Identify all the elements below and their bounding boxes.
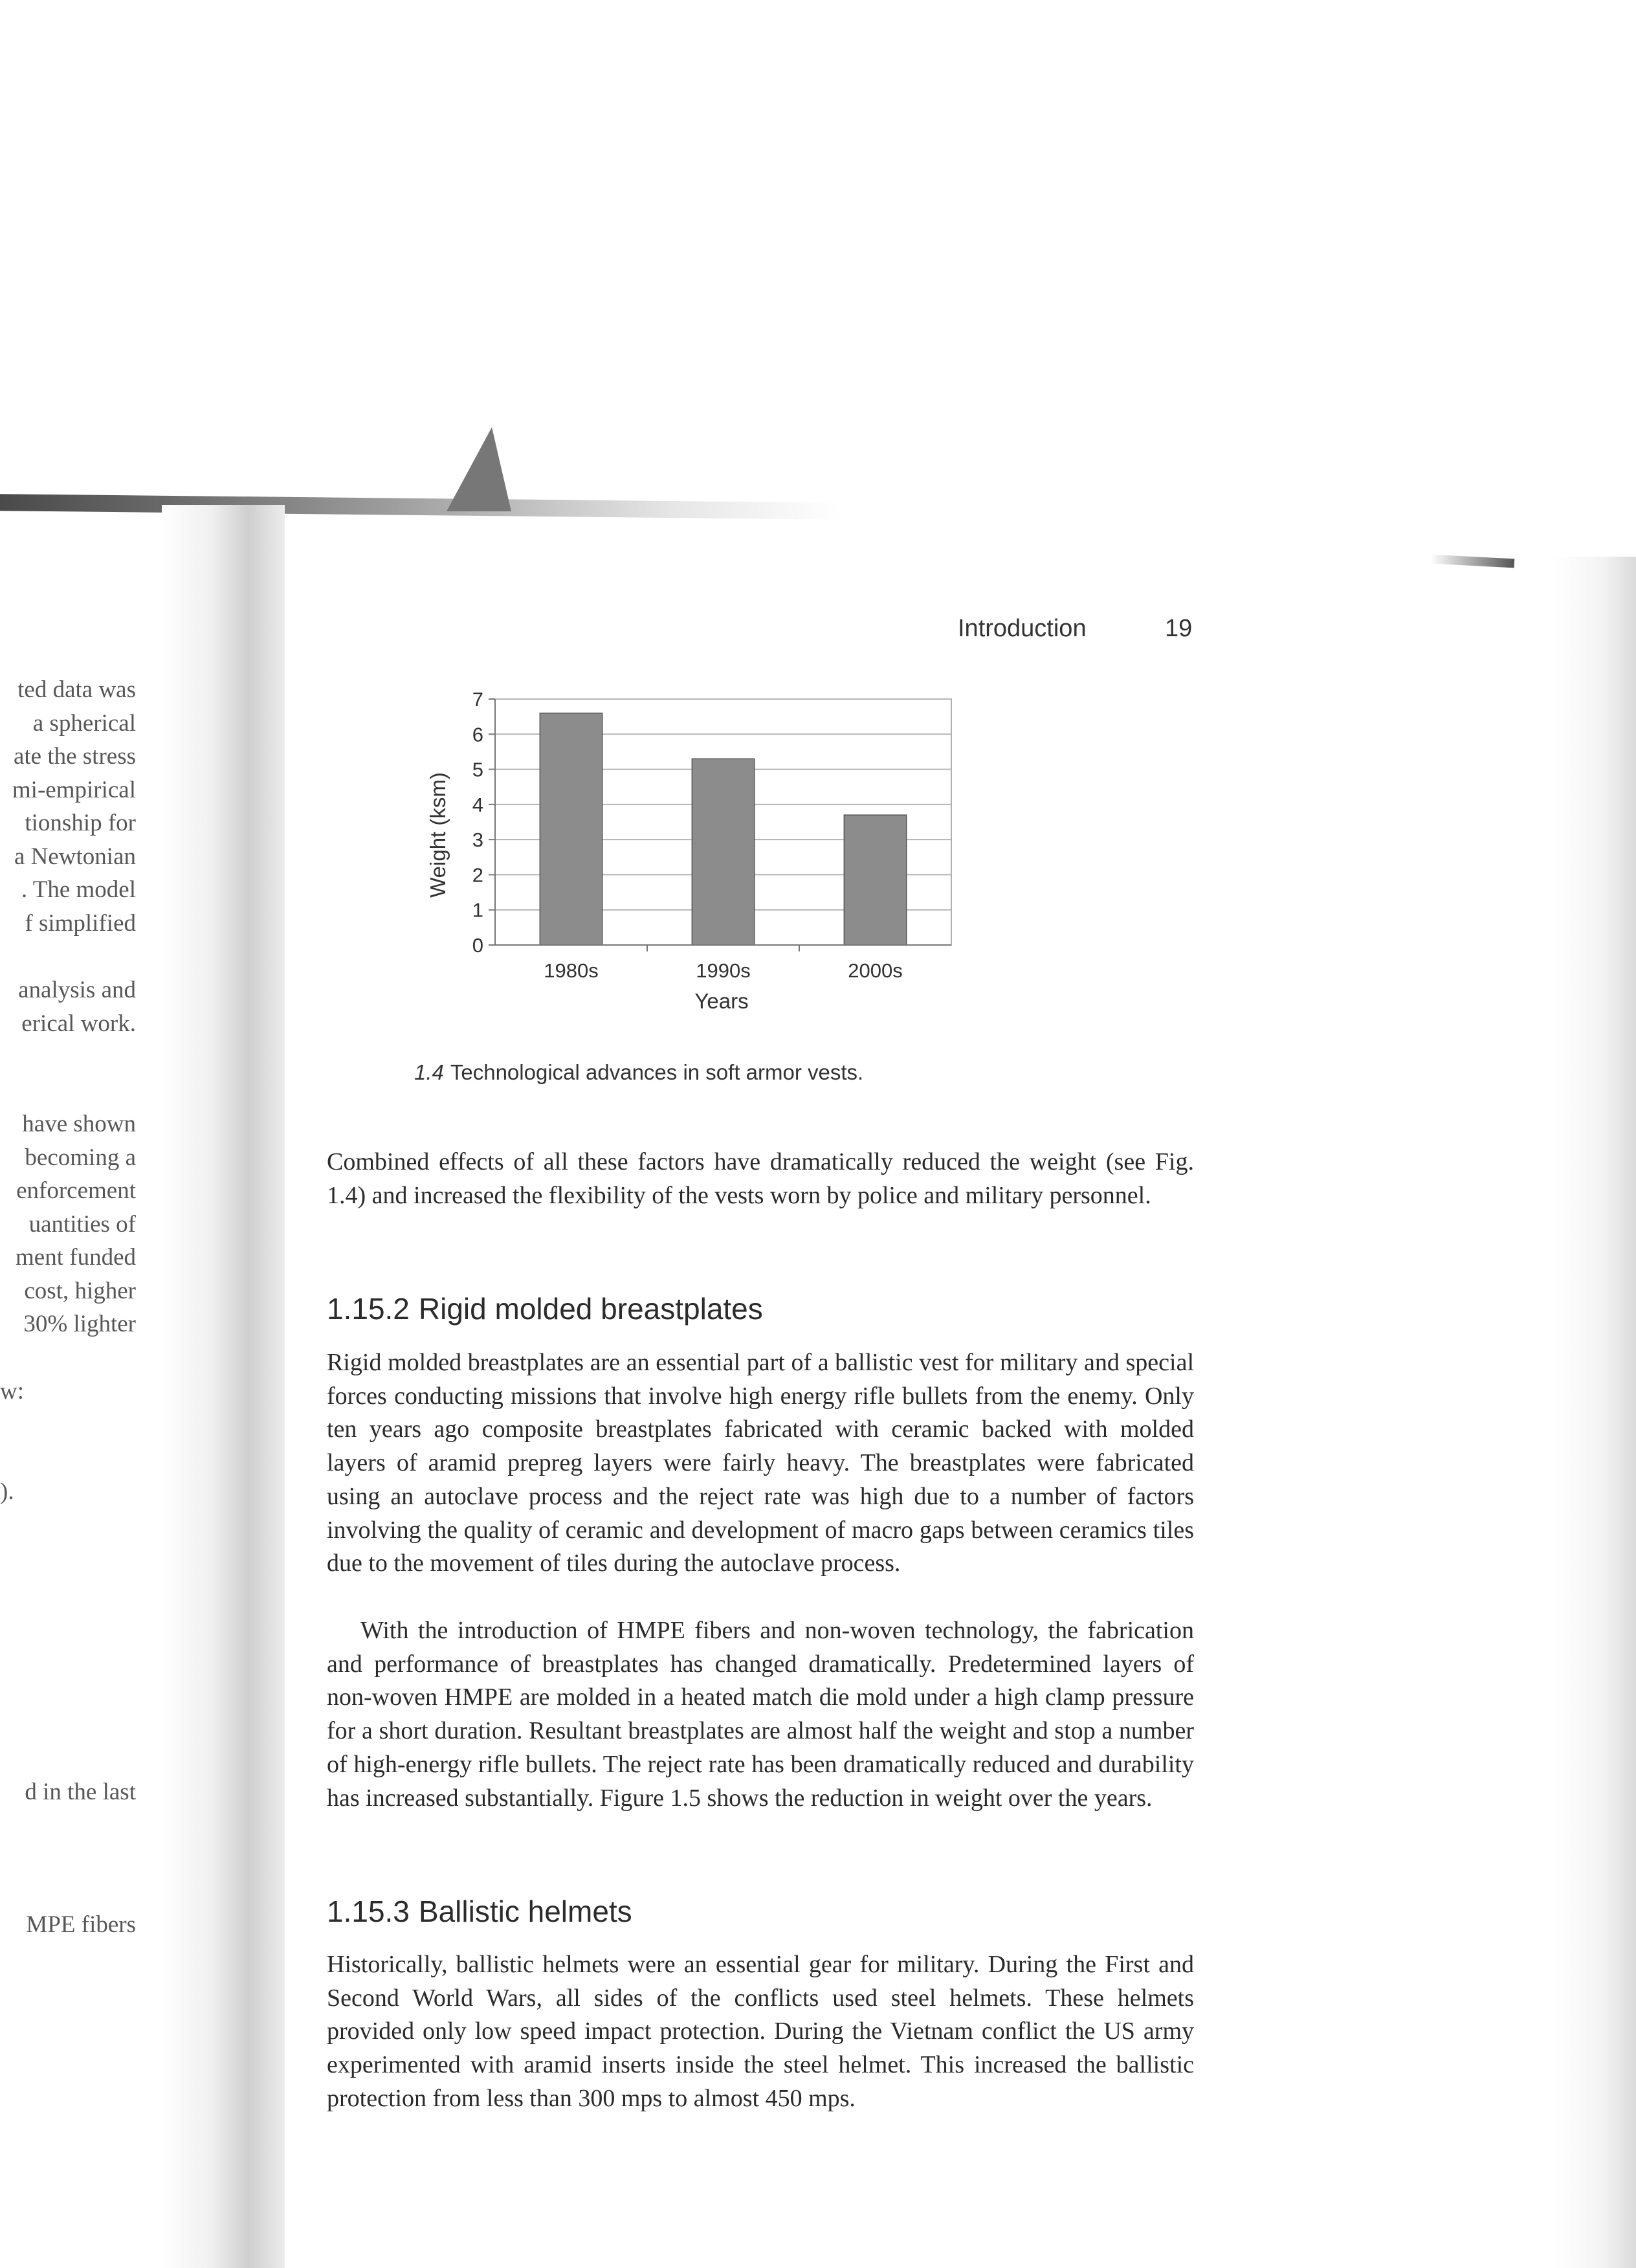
left-page-block-a xyxy=(0,673,136,940)
left-line: a spherical xyxy=(32,709,136,737)
left-page-block-e xyxy=(0,1475,136,1509)
left-line: ment funded xyxy=(16,1244,136,1271)
left-line: d in the last xyxy=(25,1778,136,1805)
section-title: Rigid molded breastplates xyxy=(418,1292,763,1326)
section-heading xyxy=(327,1894,632,1929)
left-line: . The model xyxy=(21,876,136,903)
left-line: analysis and xyxy=(18,977,136,1003)
chart-y-tick-label: 7 xyxy=(472,688,483,711)
chart-x-axis-label: Years xyxy=(694,989,749,1013)
page-top-edge-shadow xyxy=(0,494,841,520)
chart-y-tick-label: 4 xyxy=(472,793,483,816)
left-page-block-b xyxy=(0,973,136,1040)
chart-y-tick-label: 0 xyxy=(472,934,483,957)
left-page-block-f xyxy=(0,1775,136,1809)
figure-number: 1.4 xyxy=(414,1060,444,1084)
left-line: cost, higher xyxy=(24,1277,136,1304)
figure-caption-text: Technological advances in soft armor vests. xyxy=(450,1060,864,1084)
body-paragraph: Combined effects of all these factors have dramatically reduced the weight (see Fig. 1.4) and increased the flexibility of the vests worn by police and military personnel. xyxy=(327,1148,1194,1209)
chart-y-tick-label: 6 xyxy=(472,723,483,746)
left-line: w: xyxy=(0,1377,24,1405)
chart-y-ticks xyxy=(472,688,495,957)
left-line: a Newtonian xyxy=(14,843,136,870)
page-right-edge-mark xyxy=(1430,555,1515,568)
chart-x-tick-label: 1990s xyxy=(696,959,751,982)
section-number: 1.15.2 xyxy=(327,1292,410,1326)
left-line: erical work. xyxy=(21,1010,136,1037)
section-title: Ballistic helmets xyxy=(418,1895,632,1928)
book-gutter-shadow xyxy=(162,505,285,2268)
left-page-block-g xyxy=(0,1908,136,1942)
left-line: have shown xyxy=(22,1111,136,1137)
left-line: 30% lighter xyxy=(23,1311,136,1337)
left-line: ). xyxy=(0,1478,14,1505)
left-line: MPE fibers xyxy=(26,1911,136,1938)
chart-bar xyxy=(844,815,906,945)
body-paragraph: Historically, ballistic helmets were an essential gear for military. During the First and Second World Wars, all sides of the conflicts used steel helmets. These helmets provided only low speed impact protection. During the Vietnam conflict the US army experimented with aramid inserts inside the steel helmet. This increased the ballistic protection from less than 300 mps to almost 450 mps. xyxy=(327,1951,1194,2112)
left-line: mi-empirical xyxy=(12,776,136,803)
chart-bar xyxy=(692,759,754,945)
left-line: enforcement xyxy=(16,1177,136,1204)
section-heading xyxy=(327,1291,763,1326)
left-page-block-d xyxy=(0,1375,136,1408)
body-paragraph: With the introduction of HMPE fibers and non-woven technology, the fabrication and performance of breastplates has changed dramatically. Predetermined layers of non-woven HMPE are molded in a heated match die mold under a high clamp pressure for a short duration. Resultant breastplates are almost half the weight and stop a number of high-energy rifle bullets. The reject rate has been dramatically reduced and durability has increased substantially. Figure 1.5 shows the reduction in weight over the years. xyxy=(327,1617,1194,1812)
chart-x-tick-label: 2000s xyxy=(848,959,903,982)
left-page-fragment xyxy=(0,673,136,1942)
section-number: 1.15.3 xyxy=(327,1895,410,1928)
bar-chart xyxy=(414,673,1048,1023)
left-line: ate the stress xyxy=(13,743,136,770)
running-head-title: Introduction xyxy=(958,615,1087,642)
chart-bar xyxy=(540,713,602,945)
chart-y-tick-label: 5 xyxy=(472,758,483,781)
chart-y-tick-label: 1 xyxy=(472,898,483,922)
chart-bars xyxy=(540,713,906,945)
left-line: f simplified xyxy=(25,909,136,937)
page-corner-tab xyxy=(447,427,511,511)
left-line: becoming a xyxy=(25,1144,136,1171)
left-line: ted data was xyxy=(17,676,136,703)
chart-x-tick-label: 1980s xyxy=(544,959,599,982)
chart-x-ticks xyxy=(495,945,951,982)
page-right-edge-shadow xyxy=(1553,557,1636,2268)
left-line: tionship for xyxy=(25,810,136,836)
figure-caption xyxy=(414,1060,863,1085)
page-number: 19 xyxy=(1165,615,1193,642)
left-line: uantities of xyxy=(28,1210,136,1238)
chart-y-axis-label: Weight (ksm) xyxy=(426,772,450,898)
chart-y-tick-label: 3 xyxy=(472,828,483,852)
body-paragraph: Rigid molded breastplates are an essential part of a ballistic vest for military and special forces conducting missions that involve high energy rifle bullets from the enemy. Only ten years ago composite breastplates fabricated with ceramic backed with molded layers of aramid prepreg layers were fairly heavy. The breastplates were fabricated using an autoclave process and the reject rate was high due to a number of factors involving the quality of ceramic and development of macro gaps between ceramics tiles due to the movement of tiles during the autoclave process. xyxy=(327,1349,1194,1577)
chart-y-tick-label: 2 xyxy=(472,863,483,887)
left-page-block-c xyxy=(0,1107,136,1341)
